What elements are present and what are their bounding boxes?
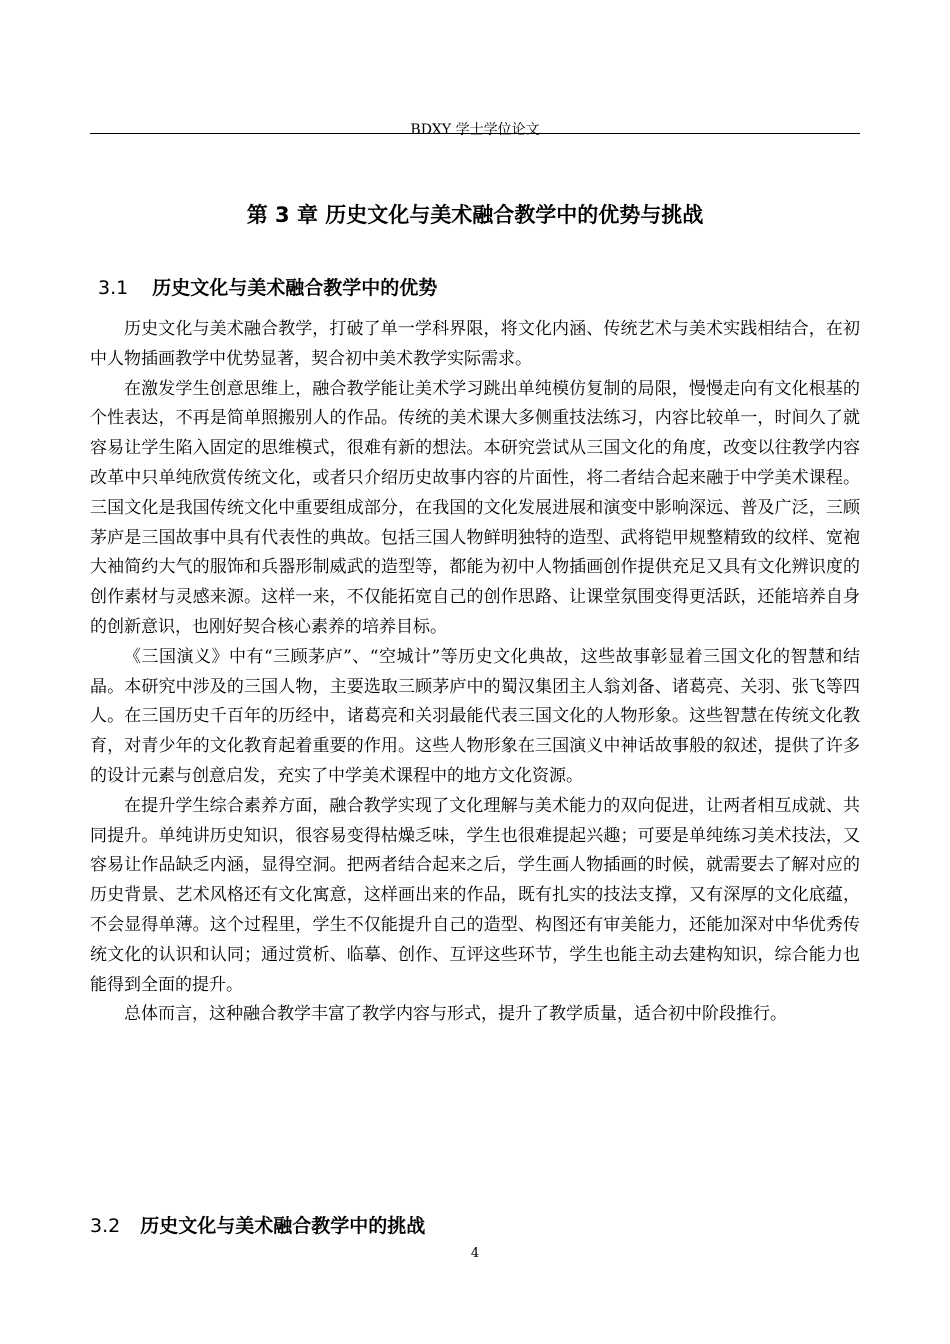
- body-text: [90, 315, 860, 1030]
- section-heading-3-1: [98, 274, 437, 302]
- paragraph: 《三国演义》中有“三顾茅庐”、“空城计”等历史文化典故，这些故事彰显着三国文化的智慧和结晶。本研究中涉及的三国人物，主要选取三顾茅庐中的蜀汉集团主人翁刘备、诸葛亮、关羽、张飞等四人。在三国历史千百年的历经中，诸葛亮和关羽最能代表三国文化的人物形象。这些智慧在传统文化教育，对青少年的文化教育起着重要的作用。这些人物形象在三国演义中神话故事般的叙述，提供了许多的设计元素与创意启发，充实了中学美术课程中的地方文化资源。: [90, 646, 860, 786]
- header-rule: [90, 133, 860, 134]
- page-number: 4: [470, 1246, 480, 1261]
- section-number: 3.2: [90, 1215, 121, 1237]
- section-heading-3-2: [90, 1212, 425, 1240]
- section-number: 3.1: [98, 277, 129, 299]
- paragraph: 总体而言，这种融合教学丰富了教学内容与形式，提升了教学质量，适合初中阶段推行。: [124, 1004, 787, 1025]
- paragraph: 在激发学生创意思维上，融合教学能让美术学习跳出单纯模仿复制的局限，慢慢走向有文化根基的个性表达，不再是简单照搬别人的作品。传统的美术课大多侧重技法练习，内容比较单一，时间久了就容易让学生陷入固定的思维模式，很难有新的想法。本研究尝试从三国文化的角度，改变以往教学内容改革中只单纯欣赏传统文化，或者只介绍历史故事内容的片面性，将二者结合起来融于中学美术课程。三国文化是我国传统文化中重要组成部分，在我国的文化发展进展和演变中影响深远、普及广泛，三顾茅庐是三国故事中具有代表性的典故。包括三国人物鲜明独特的造型、武将铠甲规整精致的纹样、宽袍大袖简约大气的服饰和兵器形制威武的造型等，都能为初中人物插画创作提供充足又具有文化辨识度的创作素材与灵感来源。这样一来，不仅能拓宽自己的创作思路、让课堂氛围变得更活跃，还能培养自身的创新意识，也刚好契合核心素养的培养目标。: [90, 378, 860, 637]
- running-header: BDXY 学士学位论文: [410, 122, 540, 138]
- paragraph: 在提升学生综合素养方面，融合教学实现了文化理解与美术能力的双向促进，让两者相互成就、共同提升。单纯讲历史知识，很容易变得枯燥乏味，学生也很难提起兴趣；可要是单纯练习美术技法，又容易让作品缺乏内涵，显得空洞。把两者结合起来之后，学生画人物插画的时候，就需要去了解对应的历史背景、艺术风格还有文化寓意，这样画出来的作品，既有扎实的技法支撑，又有深厚的文化底蕴，不会显得单薄。这个过程里，学生不仅能提升自己的造型、构图还有审美能力，还能加深对中华优秀传统文化的认识和认同；通过赏析、临摹、创作、互评这些环节，学生也能主动去建构知识，综合能力也能得到全面的提升。: [90, 795, 860, 995]
- paragraph: 历史文化与美术融合教学，打破了单一学科界限，将文化内涵、传统艺术与美术实践相结合，在初中人物插画教学中优势显著，契合初中美术教学实际需求。: [90, 319, 860, 369]
- section-title: 历史文化与美术融合教学中的挑战: [140, 1215, 426, 1237]
- section-title: 历史文化与美术融合教学中的优势: [152, 277, 438, 299]
- chapter-title: 第 3 章 历史文化与美术融合教学中的优势与挑战: [246, 203, 704, 227]
